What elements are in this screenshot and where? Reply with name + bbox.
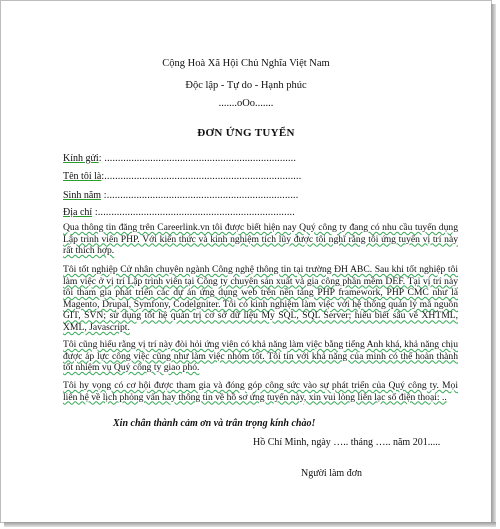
page-shadow-bottom	[4, 522, 496, 527]
paragraph-intro	[63, 222, 458, 257]
field-label: Kính gửi	[63, 153, 99, 164]
paragraph-text: Tôi hy vọng có cơ hội được tham gia và đóng góp công sức vào sự phát triển của Quý công ty. Mọi liên hệ về lịch phỏng vấn hay thông tin về hồ sơ ứng tuyển này, xin vui lòng liên lạc số điện thoại: ..	[63, 380, 458, 403]
paragraph-text: Qua thông tin đăng trên Careerlink.vn tôi được biết hiện nay Quý công ty đang có nhu cầu tuyển dụng Lập trình viên PHP. Với kiến thức và kinh nghiệm tích lũy được tôi nghĩ rằng tôi ứng tuyển vị trí này rất thích hợp.	[63, 222, 458, 257]
closing-line: Xin chân thành cảm ơn và trân trọng kính chào!	[113, 418, 316, 429]
paragraph-text: Tôi tốt nghiệp Cử nhân chuyên ngành Công nghệ thông tin tại trường ĐH ABC. Sau khi tốt nghiệp tôi làm việc ở vị trí Lập trình viên tại Công ty chuyên sản xuất và gia công phần mềm DEF. Tại vị trí này tôi tham gia phát triển các dự án ứng dụng web trên nền tảng PHP framework, PHP CMC như là Magento, Drupal, Symfony, Codelgniter. Tôi có kinh nghiệm làm việc với hệ thống quản lý mã nguồn GIT, SVN; sử dụng tốt hệ quản trị cơ sở dữ liệu My SQL, SQL Server; hiểu biết sâu về XHTML, XML, Javascript.	[63, 264, 458, 333]
field-address	[63, 207, 295, 218]
page-shadow-right	[491, 4, 496, 524]
place-date: Hồ Chí Minh, ngày ….. tháng ….. năm 201.....	[253, 437, 441, 448]
document-title: ĐƠN ỨNG TUYỂN	[197, 127, 295, 139]
field-recipient	[63, 153, 296, 164]
field-blank: :.......................................................................	[101, 190, 299, 201]
field-label: Tên tôi là	[63, 171, 102, 182]
field-blank: : .......................................................................	[98, 153, 297, 164]
national-motto: Độc lập - Tự do - Hạnh phúc	[185, 80, 307, 91]
field-blank: :.........................................................................	[92, 207, 295, 218]
field-name	[63, 171, 301, 182]
paragraph-experience	[63, 264, 458, 334]
signer-label: Người làm đơn	[301, 468, 362, 479]
national-title: Cộng Hoà Xã Hội Chủ Nghĩa Việt Nam	[162, 58, 330, 69]
paragraph-contact	[63, 380, 458, 403]
paragraph-skills	[63, 339, 458, 374]
field-label: Sinh năm	[63, 190, 102, 201]
header-ornament: .......oOo.......	[218, 98, 274, 109]
field-birth-year	[63, 190, 298, 201]
field-blank: :.........................................................................	[101, 171, 302, 182]
paragraph-text: Tôi cũng hiểu rằng vị trí này đòi hỏi ứng viên có khả năng làm việc bằng tiếng Anh khá, khả năng chịu được áp lực công việc cũng như làm việc nhóm tốt. Tôi tin với khả năng của mình có thể hoàn thành tốt nhiệm vụ Quý công ty giao phó.	[63, 339, 458, 374]
field-label: Địa chỉ	[63, 207, 93, 218]
